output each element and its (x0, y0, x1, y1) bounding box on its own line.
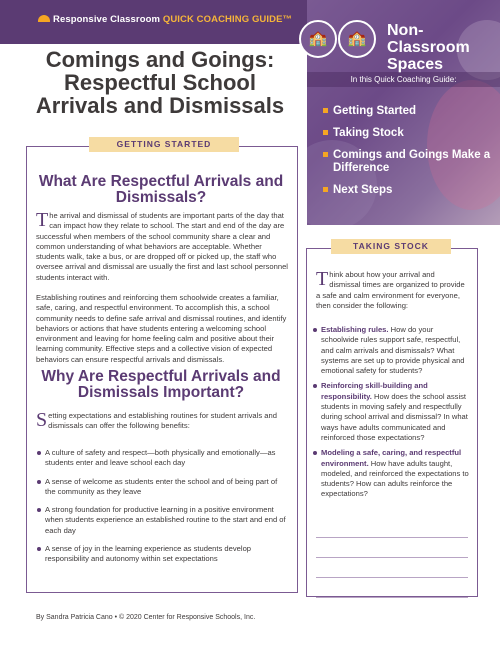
school-building-icon: 🏫 (299, 20, 337, 58)
writing-line[interactable] (316, 518, 468, 538)
brand-logo (38, 14, 292, 25)
school-building-icon: 🏫 (338, 20, 376, 58)
hero-title: Non-Classroom Spaces (387, 22, 470, 73)
list-item: A culture of safety and respect—both physically and emotionally—as students enter and leave school each day (36, 448, 288, 469)
paragraph: Think about how your arrival and dismissal times are organized to provide a safe and calm environment for everyone, then consider the following: (316, 268, 465, 310)
list-item: Reinforcing skill-building and responsibility. How does the school assist students in moving safely and respectfully during school arrival and dismissal? In what ways have adults communicated and reinforced those expectations? (312, 381, 470, 443)
paragraph: Establishing routines and reinforcing them schoolwide creates a familiar, safe, caring, and respectful environment. To accomplish this, a school community needs to define safe arrival and dismissal routines, and identify behaviors or actions that have students entering a welcoming school environment and leaving for home feeling calm and positive about their learning community. Effective steps and a collective vision of expected behaviors can ensure respectful arrivals and dismissals. (36, 293, 287, 364)
writing-line[interactable] (316, 578, 468, 598)
drop-cap: T (316, 268, 329, 290)
writing-lines[interactable] (316, 518, 468, 598)
list-item: Establishing rules. How do your schoolwide rules support safe, respectful, and calm arrivals and dismissals? What systems are set up to provide physical and emotional safety for students? (312, 325, 470, 376)
paragraph: The arrival and dismissal of students are important parts of the day that can impact how they relate to school. The start and end of the day are successful when members of the school community share a clear and common understanding of what behaviors are acceptable. Whether students walk, take a bus, or are dropped off or picked up, the staff who oversee arrival and dismissal are usually the first and last school personnel students interact with. (36, 209, 288, 282)
list-item: A strong foundation for productive learning in a positive environment when students experience an established routine to the start and end of each day (36, 505, 288, 536)
guide-label: QUICK COACHING GUIDE™ (162, 14, 293, 25)
sun-logo-icon (38, 15, 50, 22)
toc-item[interactable]: Next Steps (323, 184, 493, 197)
page-title: Comings and Goings: Respectful School Arrivals and Dismissals (35, 47, 285, 118)
toc-item[interactable]: Getting Started (323, 105, 493, 118)
section-tab-getting-started: GETTING STARTED (89, 137, 239, 152)
list-item: A sense of joy in the learning experience as students develop responsibility and autonomy within set expectations (36, 544, 288, 565)
footer-credit: By Sandra Patricia Cano • © 2020 Center for Responsive Schools, Inc. (36, 614, 256, 621)
toc-heading: In this Quick Coaching Guide: (307, 72, 500, 87)
toc-item[interactable]: Comings and Goings Make a Difference (323, 149, 493, 175)
list-item: Modeling a safe, caring, and respectful environment. How have adults taught, modeled, and reinforced the expectations to students? How can adults reinforce the expectations? (312, 448, 470, 499)
brand-name: Responsive Classroom (53, 14, 161, 25)
drop-cap: S (36, 409, 48, 431)
section-heading: Why Are Respectful Arrivals and Dismissals Important? (41, 368, 281, 401)
section-heading: What Are Respectful Arrivals and Dismissals? (38, 173, 284, 206)
drop-cap: T (36, 209, 49, 231)
toc-item[interactable]: Taking Stock (323, 127, 493, 140)
writing-line[interactable] (316, 538, 468, 558)
reflection-list (312, 325, 470, 505)
table-of-contents (323, 105, 493, 206)
writing-line[interactable] (316, 558, 468, 578)
section-tab-taking-stock: TAKING STOCK (331, 239, 451, 254)
benefits-list (36, 448, 288, 573)
list-item: A sense of welcome as students enter the school and of being part of the community as they leave (36, 477, 288, 498)
paragraph: Setting expectations and establishing routines for student arrivals and dismissals can offer the following benefits: (36, 409, 277, 431)
